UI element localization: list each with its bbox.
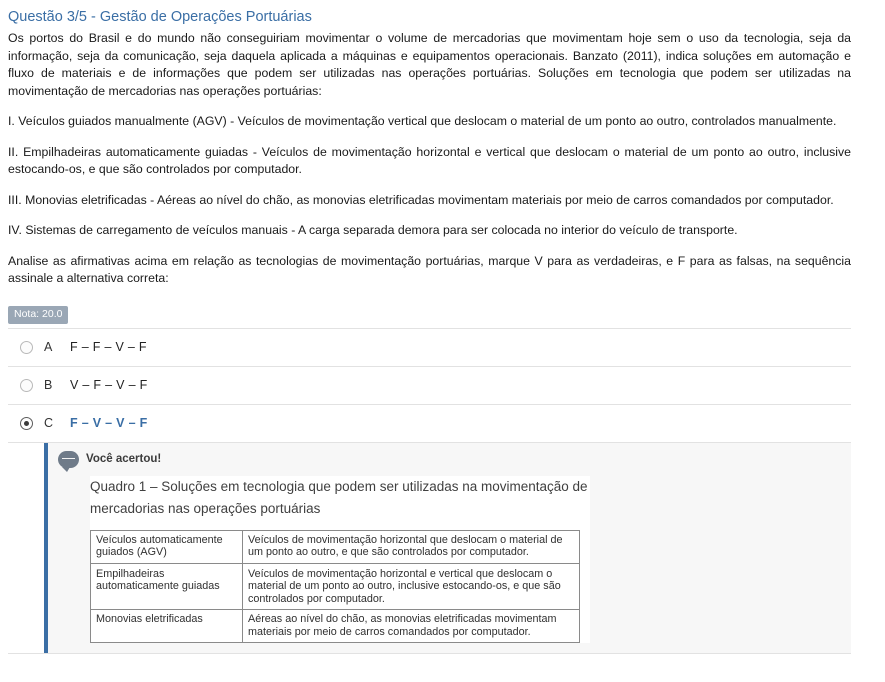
quadro-title: Quadro 1 – Soluções em tecnologia que podem ser utilizadas na movimentação de mercadorias nas operações portuárias bbox=[90, 478, 588, 516]
statement-iii: III. Monovias eletrificadas - Aéreas ao nível do chão, as monovias eletrificadas movimentam materiais por meio de carros comandados por computador. bbox=[8, 192, 834, 207]
table-row bbox=[91, 530, 580, 563]
question-intro-paragraph: Os portos do Brasil e do mundo não conseguiriam movimentar o volume de mercadorias que movimentam hoje sem o uso da tecnologia, seja da informação, seja da comunicação, seja daquela aplicada a máquinas e equipamentos operacionais. Banzato (2011), indica soluções em automação e fluxo de materiais e de informações que podem ser utilizadas nas operações portuárias. Soluções em tecnologia que podem ser utilizadas na movimentação de mercadorias nas operações portuárias: bbox=[8, 31, 851, 98]
table-row bbox=[91, 610, 580, 643]
feedback-header bbox=[58, 451, 841, 468]
quadro-table bbox=[90, 530, 580, 644]
feedback-label: Você acertou! bbox=[86, 453, 162, 465]
alternatives-list bbox=[8, 328, 851, 655]
question-prompt: Analise as afirmativas acima em relação as tecnologias de movimentação portuárias, marque V para as verdadeiras, e F para as falsas, na sequência assinale a alternativa correta: bbox=[8, 253, 851, 285]
table-cell-description: Veículos de movimentação horizontal que deslocam o material de um ponto ao outro, e que são controlados por computador. bbox=[243, 530, 580, 563]
table-cell-technology: Veículos automaticamente guiados (AGV) bbox=[91, 530, 243, 563]
alternative-letter-a: A bbox=[44, 340, 53, 354]
alternative-letter-c: C bbox=[44, 416, 54, 430]
statement-ii: II. Empilhadeiras automaticamente guiadas - Veículos de movimentação horizontal e vertical que deslocam o material de um ponto ao outro, inclusive estocando-os, e que são controlados por computador. bbox=[8, 144, 851, 176]
comment-icon bbox=[58, 451, 79, 468]
alternative-text-c: F – V – V – F bbox=[70, 416, 148, 430]
radio-cell-c[interactable] bbox=[8, 417, 44, 430]
alternative-option-b[interactable] bbox=[8, 367, 851, 405]
statement-i: I. Veículos guiados manualmente (AGV) - Veículos de movimentação vertical que deslocam o material de um ponto ao outro, controlados manualmente. bbox=[8, 114, 837, 128]
alternative-text-b: V – F – V – F bbox=[70, 378, 148, 392]
alternative-text-a: F – F – V – F bbox=[70, 340, 147, 354]
radio-icon-b[interactable] bbox=[20, 379, 33, 392]
alternative-option-a[interactable] bbox=[8, 329, 851, 367]
statement-iv: IV. Sistemas de carregamento de veículos manuais - A carga separada demora para ser colocada no interior do veículo de transporte. bbox=[8, 223, 738, 237]
quadro-figure bbox=[90, 476, 590, 644]
table-cell-technology: Empilhadeiras automaticamente guiadas bbox=[91, 563, 243, 610]
status-badge: Nota: 20.0 bbox=[8, 306, 68, 324]
radio-icon-c[interactable] bbox=[20, 417, 33, 430]
table-cell-description: Veículos de movimentação horizontal e vertical que deslocam o material de um ponto ao outro, inclusive estocando-os, e que são controlados por computador. bbox=[243, 563, 580, 610]
feedback-gutter bbox=[8, 443, 44, 654]
feedback-panel bbox=[8, 443, 851, 655]
radio-cell-b[interactable] bbox=[8, 379, 44, 392]
alternative-letter-b: B bbox=[44, 378, 53, 392]
table-cell-technology: Monovias eletrificadas bbox=[91, 610, 243, 643]
table-cell-description: Aéreas ao nível do chão, as monovias eletrificadas movimentam materiais por meio de carros comandados por computador. bbox=[243, 610, 580, 643]
page-title: Questão 3/5 - Gestão de Operações Portuárias bbox=[8, 9, 312, 25]
grade-area bbox=[0, 304, 885, 324]
radio-icon-a[interactable] bbox=[20, 341, 33, 354]
radio-cell-a[interactable] bbox=[8, 341, 44, 354]
table-row bbox=[91, 563, 580, 610]
feedback-content bbox=[44, 443, 851, 654]
alternative-option-c[interactable] bbox=[8, 405, 851, 443]
